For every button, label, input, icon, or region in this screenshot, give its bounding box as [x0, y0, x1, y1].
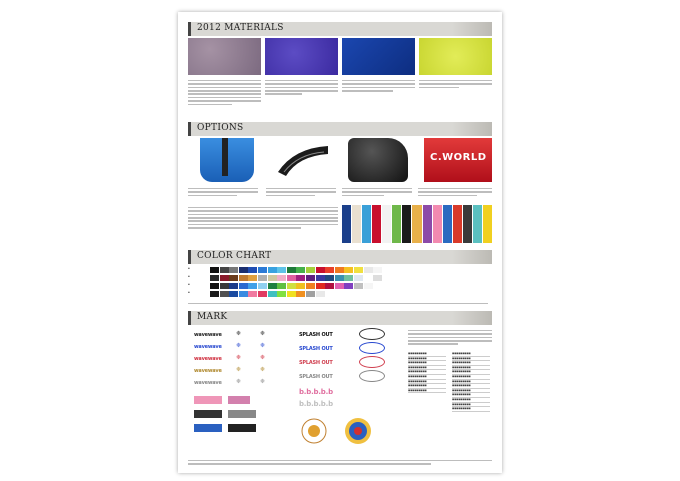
material-desc-1 [188, 78, 261, 107]
material-swatch-2 [265, 38, 338, 75]
mark-notes [408, 328, 492, 347]
color-row-2 [210, 275, 383, 281]
color-chart-header [188, 250, 492, 264]
options-header [188, 122, 492, 136]
brand-logo-red: SPLASH OUT [299, 360, 333, 366]
material-desc-2 [265, 78, 338, 97]
brand-logo-blue: SPLASH OUT [299, 346, 333, 352]
materials-title: 2012 MATERIALS [197, 23, 284, 33]
options-images [188, 138, 492, 182]
mark-header [188, 311, 492, 325]
color-row-4 [210, 291, 325, 297]
bb-logo-pink: b.b.b.b.b [299, 388, 333, 396]
material-desc-3 [342, 78, 415, 93]
mark-logos-middle [293, 328, 403, 458]
color-row-1 [210, 267, 383, 273]
badge-logo [343, 416, 373, 446]
sun-logo [299, 416, 329, 446]
cworld-text: C.WORLD [430, 152, 487, 163]
option-notes [188, 205, 338, 231]
brand-logo-black: SPLASH OUT [299, 332, 333, 338]
material-swatch-3 [342, 38, 415, 75]
size-table-2: ■■■■■■■■■ ■■■■■■■■■ ■■■■■■■■■ ■■■■■■■■■ ■■■■■■■■■ ■■■■■■■■■ ■■■■■■■■■ ■■■■■■■■■ ■■■■■■■■■ ■■■■■■■■■ ■■■■■■■■■ ■■■■■■■■■ ■■■■■■■■■ [452, 352, 490, 412]
option-image-cworld [424, 138, 492, 182]
option-desc-4 [418, 186, 492, 198]
option-desc-3 [342, 186, 412, 198]
brand-logo-gray: SPLASH OUT [299, 374, 333, 380]
color-chart-title: COLOR CHART [197, 251, 272, 261]
footer-note [188, 458, 492, 467]
materials-header [188, 22, 492, 36]
color-chart-note [188, 301, 488, 306]
option-desc-2 [266, 186, 336, 198]
material-desc-4 [419, 78, 492, 90]
option-image-neck [348, 138, 408, 182]
material-swatch-1 [188, 38, 261, 75]
mark-logos-left: wavewave ❈ ❈ wavewave ❈ ❈ wavewave ❈ ❈ wavewave ❈ ❈ wavewave ❈ ❈ [188, 328, 288, 448]
mark-title: MARK [197, 312, 228, 322]
option-image-zipper [200, 138, 254, 182]
bb-logo-silver: b.b.b.b.b [299, 400, 333, 408]
options-title: OPTIONS [197, 123, 244, 133]
option-desc-1 [188, 186, 258, 198]
catalog-page: 2012 MATERIALS OPTIONS C.WORLD COLOR CHART ▪ ▪ ▪ ▪ MARK wavewave ❈ ❈ wavewave ❈ ❈ wavewave ❈ ❈ wavewave ❈ ❈ wavewave ❈ ❈ SPLASH OUT SPLASH OUT SPLASH OUT SPLASH OUT b.b.b.b.b b.b.b.b.b ■■■■■■■■■ ■■■■■■■■■ ■■■■■■■■■ ■■■■■■■■■ ■■■■■■■■■ ■■■■■■■■■ ■■■■■■■■■ ■■■■■■■■■ ■■■■■■■■■ ■■■■■■■■■ ■■■■■■■■■ ■■■■■■■■■ ■■■■■■■■■ ■■■■■■■■■ ■■■■■■■■■ ■■■■■■■■■ ■■■■■■■■■ ■■■■■■■■■ ■■■■■■■■■ ■■■■■■■■■ ■■■■■■■■■ ■■■■■■■■■ [178, 12, 502, 473]
knee-pad-patterns [342, 205, 492, 243]
color-row-3 [210, 283, 383, 289]
size-table-1: ■■■■■■■■■ ■■■■■■■■■ ■■■■■■■■■ ■■■■■■■■■ ■■■■■■■■■ ■■■■■■■■■ ■■■■■■■■■ ■■■■■■■■■ ■■■■■■■■■ [408, 352, 446, 393]
material-swatch-4 [419, 38, 492, 75]
option-image-zip-head [274, 142, 332, 180]
